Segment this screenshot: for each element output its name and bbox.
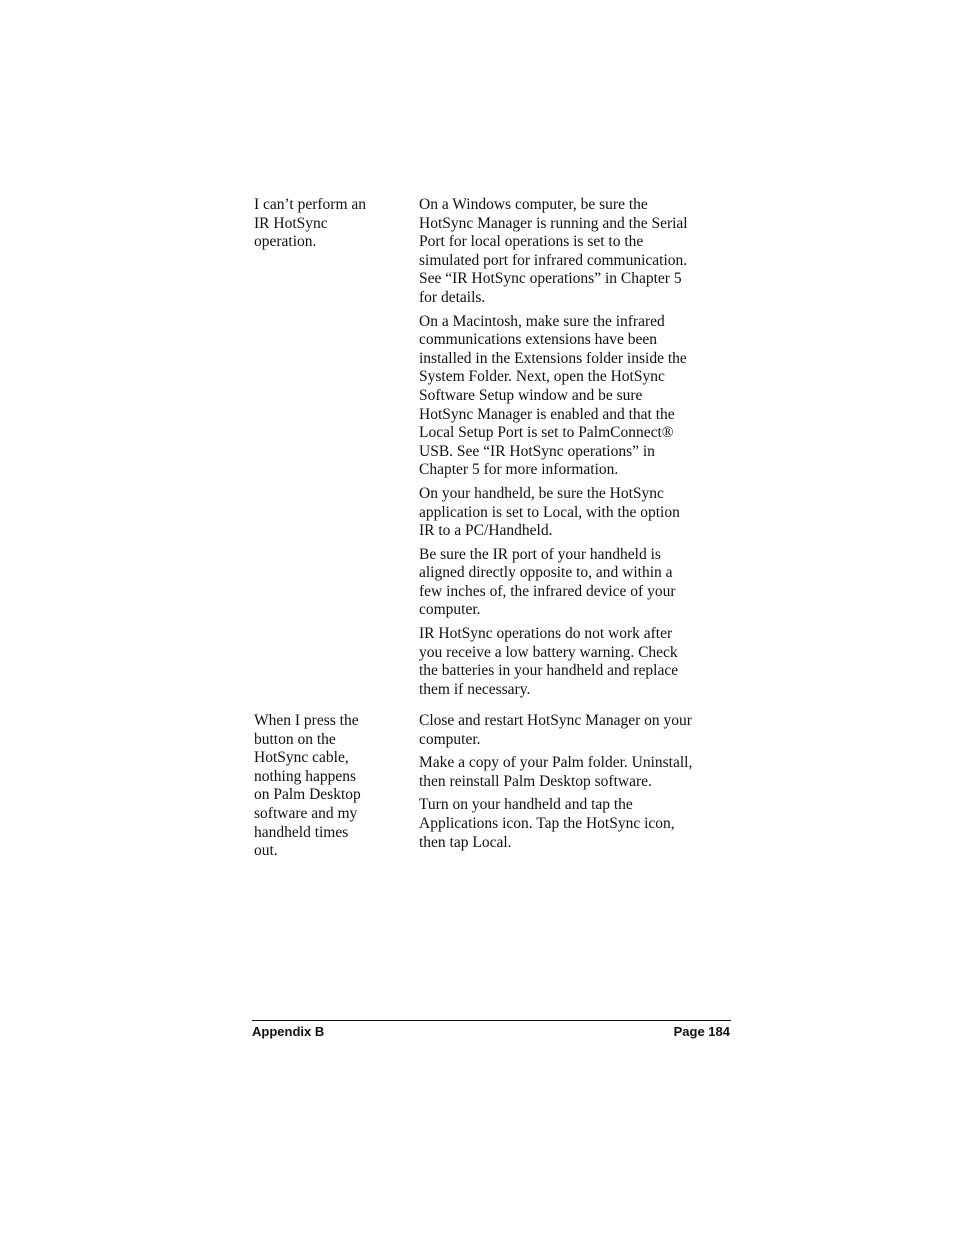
problem-text: When I press the button on the HotSync cable, nothing happens on Palm Desktop software and my handheld times out. bbox=[254, 712, 361, 860]
solution-paragraph: Turn on your handheld and tap the Applications icon. Tap the HotSync icon, then tap Local. bbox=[419, 796, 675, 851]
footer-divider bbox=[252, 1020, 731, 1021]
solution-paragraph: Close and restart HotSync Manager on your computer. bbox=[419, 712, 692, 748]
solution-paragraph: On a Windows computer, be sure the HotSync Manager is running and the Serial Port for local operations is set to the simulated port for infrared communication. See “IR HotSync operations” in Chapter 5 for details. bbox=[419, 196, 688, 306]
problem-text: I can’t perform an IR HotSync operation. bbox=[254, 196, 367, 251]
solutions-column bbox=[419, 712, 724, 857]
solution-paragraph: Make a copy of your Palm folder. Uninstall, then reinstall Palm Desktop software. bbox=[419, 754, 693, 790]
solution-paragraph: On a Macintosh, make sure the infrared communications extensions have been installed in the Extensions folder inside the System Folder. Next, open the HotSync Software Setup window and be sure HotSync Manager is enabled and that the Local Setup Port is set to PalmConnect® USB. See “IR HotSync operations” in Chapter 5 for more information. bbox=[419, 312, 687, 479]
solutions-column bbox=[419, 196, 724, 704]
solution-paragraph: IR HotSync operations do not work after you receive a low battery warning. Check the batteries in your handheld and replace them if necessary. bbox=[419, 625, 679, 698]
footer-page-number: Page 184 bbox=[673, 1024, 730, 1039]
solution-paragraph: Be sure the IR port of your handheld is aligned directly opposite to, and within a few inches of, the infrared device of your computer. bbox=[419, 545, 676, 619]
solution-paragraph: On your handheld, be sure the HotSync application is set to Local, with the option IR to a PC/Handheld. bbox=[419, 484, 680, 540]
footer-section-label: Appendix B bbox=[252, 1024, 325, 1039]
